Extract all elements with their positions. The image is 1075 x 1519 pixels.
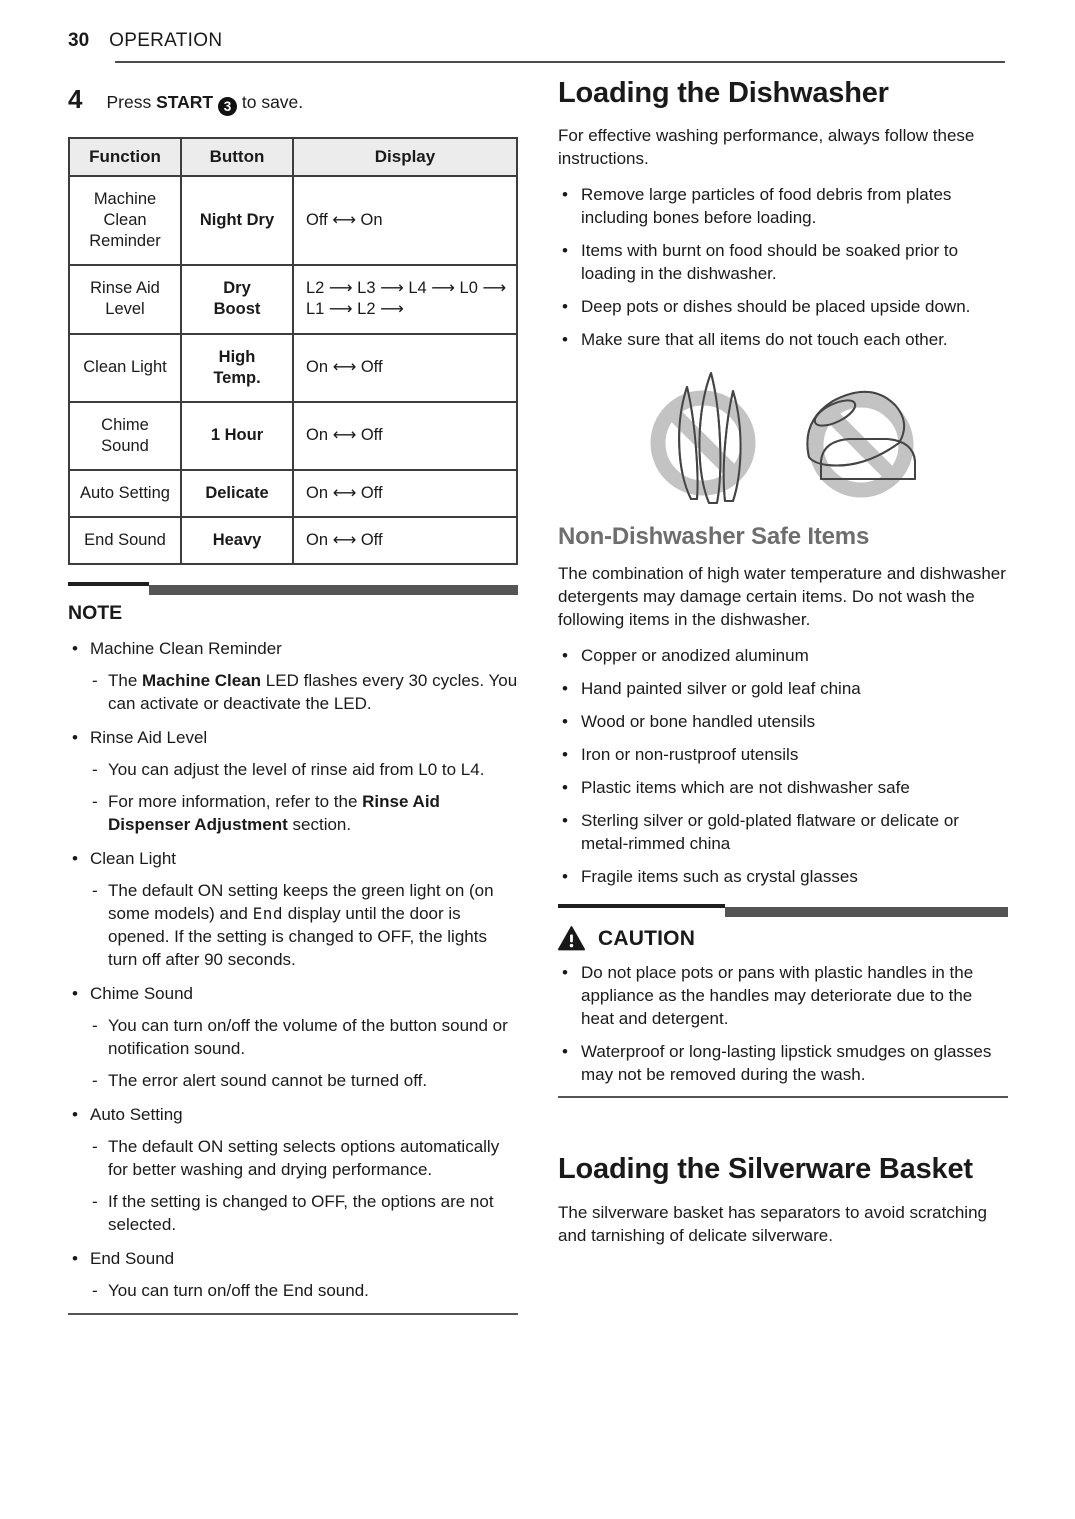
list-item: • Items with burnt on food should be soaked prior to loading in the dishwasher. xyxy=(558,239,1008,285)
button-cell: 1 Hour xyxy=(181,402,293,470)
loading-dishwasher-title: Loading the Dishwasher xyxy=(558,77,889,109)
left-column-end-rule xyxy=(68,1313,518,1315)
page-header xyxy=(68,30,222,52)
list-item: • Deep pots or dishes should be placed upside down. xyxy=(558,295,1008,318)
header-rule xyxy=(115,61,1005,63)
list-item: • Hand painted silver or gold leaf china xyxy=(558,677,1008,700)
bar-thin-segment xyxy=(558,904,725,908)
non-dishwasher-safe-title: Non-Dishwasher Safe Items xyxy=(558,523,870,551)
note-subitem: - The error alert sound cannot be turned off. xyxy=(92,1069,518,1092)
settings-table-body xyxy=(69,176,517,564)
right-column xyxy=(558,76,1008,1260)
caution-title: CAUTION xyxy=(598,926,696,950)
table-row xyxy=(69,402,517,470)
circled-3-icon: 3 xyxy=(218,97,237,116)
warning-triangle-icon xyxy=(558,926,585,951)
list-item: • Wood or bone handled utensils xyxy=(558,710,1008,733)
no-touching-plates-icon xyxy=(629,361,779,511)
step-text xyxy=(106,92,303,116)
note-item-label: Clean Light xyxy=(90,849,177,869)
col-header-button: Button xyxy=(181,138,293,176)
note-title: NOTE xyxy=(68,602,123,625)
list-item: • Fragile items such as crystal glasses xyxy=(558,865,1008,888)
table-header-row xyxy=(69,138,517,176)
bold-text: Rinse Aid Dispenser Adjustment xyxy=(108,792,440,835)
function-cell: Clean Light xyxy=(69,334,181,402)
list-item: • Sterling silver or gold-plated flatware or delicate or metal-rimmed china xyxy=(558,809,1008,855)
left-column xyxy=(68,86,518,1315)
note-subitems xyxy=(90,1279,518,1302)
note-subitems xyxy=(90,758,518,836)
step-text-post: to save. xyxy=(241,92,304,112)
display-cell: On ⟷ Off xyxy=(293,402,517,470)
note-subitems xyxy=(90,879,518,971)
bold-text: Machine Clean xyxy=(142,671,262,691)
note-subitem: - The Machine Clean LED flashes every 30 cycles. You can activate or deactivate the LED. xyxy=(92,669,518,715)
step-number: 4 xyxy=(68,84,83,114)
bar-thick-segment xyxy=(149,585,518,595)
list-item: • Plastic items which are not dishwasher safe xyxy=(558,776,1008,799)
button-cell: High Temp. xyxy=(181,334,293,402)
page-section-title: OPERATION xyxy=(109,30,223,51)
note-item-label: End Sound xyxy=(90,1249,175,1269)
display-cell: L2 ⟶ L3 ⟶ L4 ⟶ L0 ⟶ L1 ⟶ L2 ⟶ xyxy=(293,265,517,333)
function-cell: Auto Setting xyxy=(69,470,181,517)
silverware-section xyxy=(558,1152,1008,1246)
step-text-pre: Press xyxy=(106,92,152,112)
display-cell: Off ⟷ On xyxy=(293,176,517,265)
note-subitem: - If the setting is changed to OFF, the options are not selected. xyxy=(92,1190,518,1236)
note-item xyxy=(68,847,518,971)
loading-dishwasher-bullets xyxy=(558,183,1008,351)
button-cell: Delicate xyxy=(181,470,293,517)
list-item: • Do not place pots or pans with plastic handles in the appliance as the handles may deteriorate due to the heat and detergent. xyxy=(558,961,1008,1030)
note-list xyxy=(68,637,518,1302)
segment-display-text: End xyxy=(252,904,283,924)
table-row xyxy=(69,176,517,265)
note-item xyxy=(68,726,518,836)
button-cell: Night Dry xyxy=(181,176,293,265)
col-header-function: Function xyxy=(69,138,181,176)
list-item: • Make sure that all items do not touch each other. xyxy=(558,328,1008,351)
note-item xyxy=(68,982,518,1092)
note-divider-bar xyxy=(68,582,518,595)
note-subitem: - You can adjust the level of rinse aid from L0 to L4. xyxy=(92,758,518,781)
note-subitems xyxy=(90,1135,518,1236)
table-row xyxy=(69,265,517,333)
loading-dishwasher-intro: For effective washing performance, always follow these instructions. xyxy=(558,126,975,169)
list-item: • Iron or non-rustproof utensils xyxy=(558,743,1008,766)
button-cell: Dry Boost xyxy=(181,265,293,333)
display-cell: On ⟷ Off xyxy=(293,470,517,517)
function-cell: Machine Clean Reminder xyxy=(69,176,181,265)
note-subitems xyxy=(90,1014,518,1092)
caution-end-rule xyxy=(558,1096,1008,1098)
note-item-label: Auto Setting xyxy=(90,1105,183,1125)
note-item-label: Machine Clean Reminder xyxy=(90,639,282,659)
button-cell: Heavy xyxy=(181,517,293,564)
note-subitem: - The default ON setting selects options automatically for better washing and drying performance. xyxy=(92,1135,518,1181)
function-cell: Chime Sound xyxy=(69,402,181,470)
function-cell: Rinse Aid Level xyxy=(69,265,181,333)
note-subitem: - The default ON setting keeps the green light on (on some models) and End display until the door is opened. If the setting is changed to OFF, the lights turn off after 90 seconds. xyxy=(92,879,518,971)
note-subitems xyxy=(90,669,518,715)
bar-thick-segment xyxy=(725,907,1009,917)
silverware-intro: The silverware basket has separators to avoid scratching and tarnishing of delicate silverware. xyxy=(558,1202,987,1245)
note-item-label: Chime Sound xyxy=(90,984,194,1004)
step-4 xyxy=(68,86,518,116)
list-item: • Waterproof or long-lasting lipstick smudges on glasses may not be removed during the wash. xyxy=(558,1040,1008,1086)
silverware-title: Loading the Silverware Basket xyxy=(558,1153,973,1186)
note-item xyxy=(68,1103,518,1236)
note-item xyxy=(68,1247,518,1302)
no-stacked-bowls-icon xyxy=(787,361,937,511)
display-cell: On ⟷ Off xyxy=(293,517,517,564)
note-subitem: - For more information, refer to the Rinse Aid Dispenser Adjustment section. xyxy=(92,790,518,836)
non-dishwasher-safe-bullets xyxy=(558,644,1008,888)
note-item xyxy=(68,637,518,715)
list-item: • Remove large particles of food debris from plates including bones before loading. xyxy=(558,183,1008,229)
caution-bullets xyxy=(558,961,1008,1086)
function-cell: End Sound xyxy=(69,517,181,564)
start-button-label: START xyxy=(156,92,214,112)
list-item: • Copper or anodized aluminum xyxy=(558,644,1008,667)
note-subitem: - You can turn on/off the volume of the button sound or notification sound. xyxy=(92,1014,518,1060)
settings-table xyxy=(68,137,518,565)
caution-header xyxy=(558,926,1008,951)
col-header-display: Display xyxy=(293,138,517,176)
prohibition-illustration xyxy=(558,361,1008,511)
table-row xyxy=(69,517,517,564)
display-cell: On ⟷ Off xyxy=(293,334,517,402)
caution-divider-bar xyxy=(558,904,1008,917)
table-row xyxy=(69,334,517,402)
bar-thin-segment xyxy=(68,582,149,586)
note-item-label: Rinse Aid Level xyxy=(90,728,208,748)
note-subitem: - You can turn on/off the End sound. xyxy=(92,1279,518,1302)
non-dishwasher-safe-intro: The combination of high water temperature and dishwasher detergents may damage certain items. Do not wash the following items in the dishwasher. xyxy=(558,564,1006,630)
page-number: 30 xyxy=(68,30,90,51)
table-row xyxy=(69,470,517,517)
